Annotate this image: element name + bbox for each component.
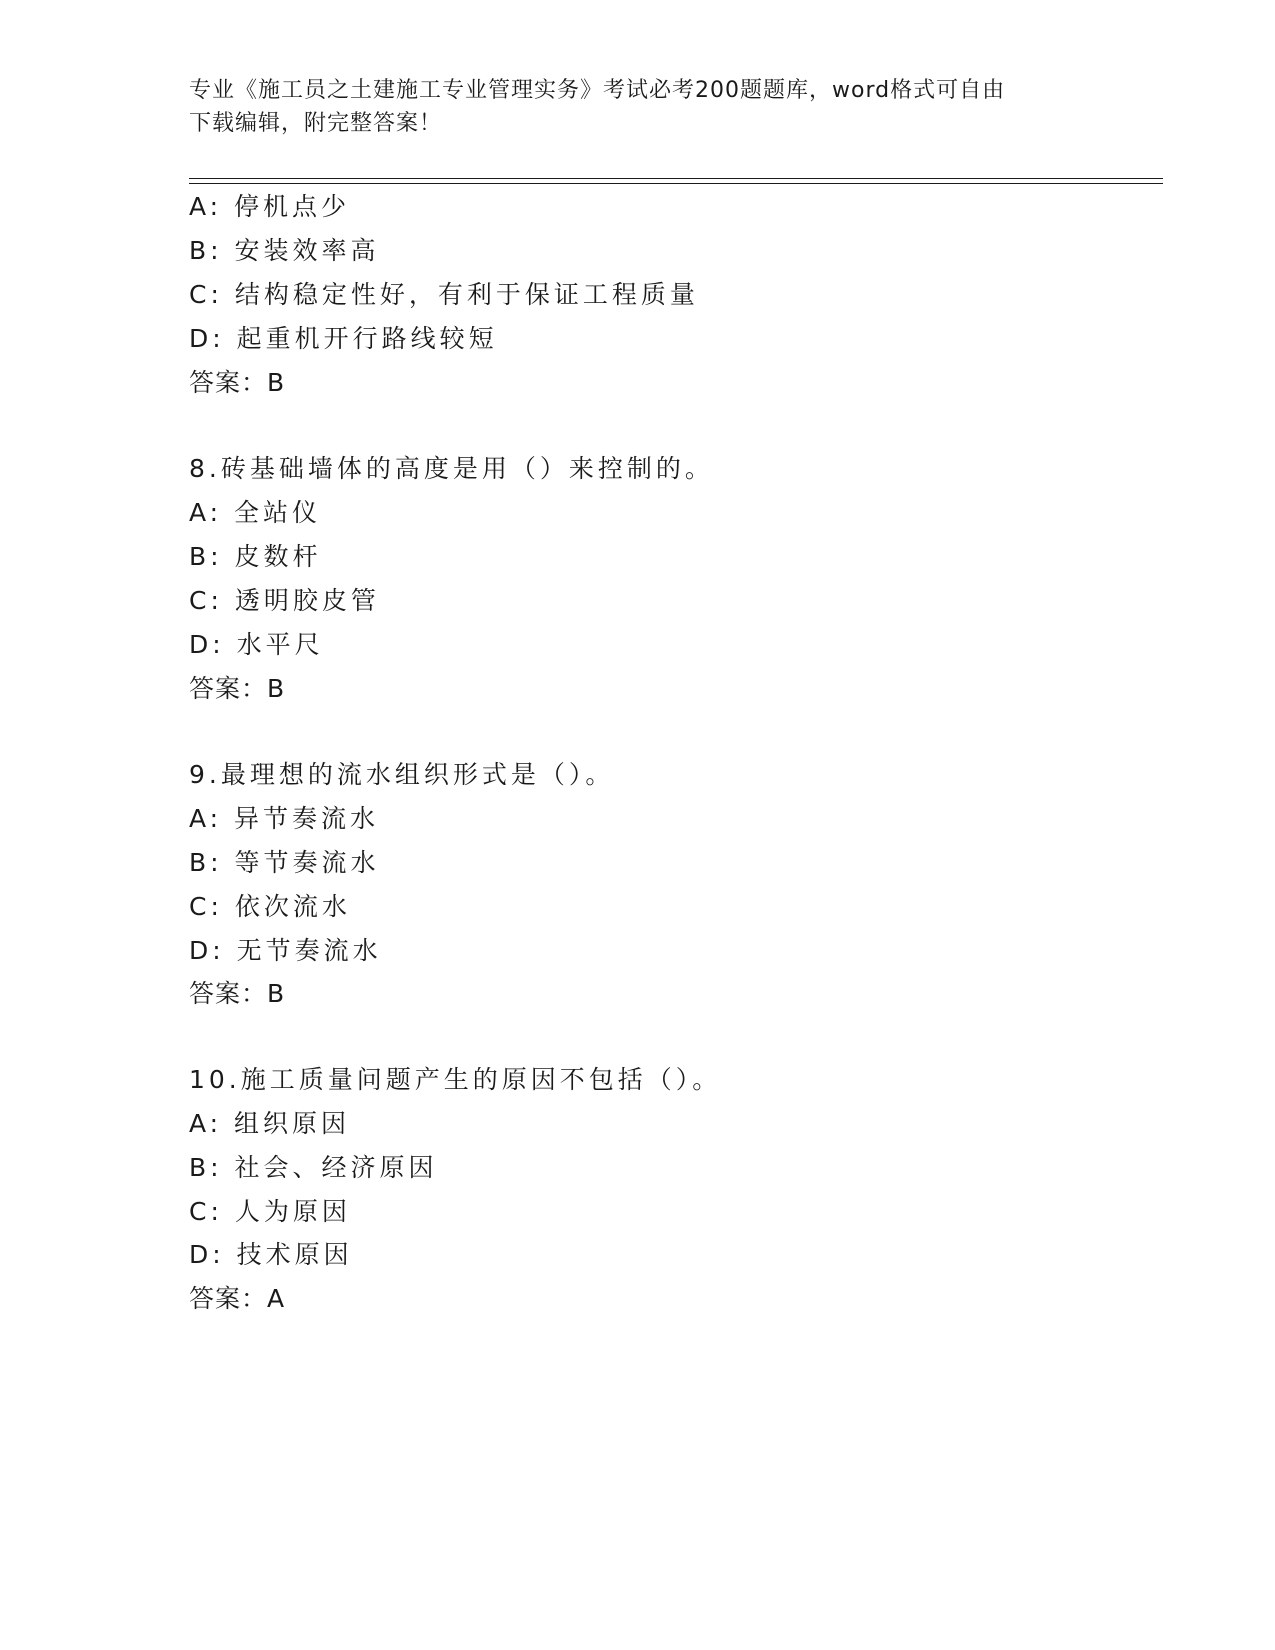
- q8-option-b: B: 皮数杆: [189, 542, 322, 571]
- q10-option-a: A: 组织原因: [189, 1109, 351, 1138]
- header-divider-top: [189, 178, 1163, 179]
- q10-option-c: C: 人为原因: [189, 1197, 351, 1226]
- header-divider-bottom: [189, 183, 1163, 184]
- q9-option-a: A: 异节奏流水: [189, 804, 380, 833]
- header-title-line-2: 下载编辑，附完整答案！: [189, 111, 443, 136]
- q10-option-b: B: 社会、经济原因: [189, 1153, 438, 1182]
- q10-option-d: D: 技术原因: [189, 1240, 353, 1269]
- document-header: [189, 74, 1089, 140]
- q10-question: 10.施工质量问题产生的原因不包括（）。: [189, 1065, 722, 1094]
- q9-option-d: D: 无节奏流水: [189, 936, 382, 965]
- q8-question: 8.砖基础墙体的高度是用（）来控制的。: [189, 454, 714, 483]
- q8-option-c: C: 透明胶皮管: [189, 586, 380, 615]
- q7-option-d: D: 起重机开行路线较短: [189, 324, 498, 353]
- q8-option-a: A: 全站仪: [189, 498, 322, 527]
- q9-option-c: C: 依次流水: [189, 892, 351, 921]
- q7-option-b: B: 安装效率高: [189, 236, 380, 265]
- q10-answer: 答案：A: [189, 1284, 286, 1313]
- q9-question: 9.最理想的流水组织形式是（）。: [189, 760, 615, 789]
- q7-option-c: C: 结构稳定性好，有利于保证工程质量: [189, 280, 699, 309]
- q8-option-d: D: 水平尺: [189, 630, 324, 659]
- q9-option-b: B: 等节奏流水: [189, 848, 380, 877]
- q7-option-a: A: 停机点少: [189, 192, 351, 221]
- header-title-line-1: 专业《施工员之土建施工专业管理实务》考试必考200题题库，word格式可自由: [189, 78, 1006, 103]
- q9-answer: 答案：B: [189, 979, 286, 1008]
- q8-answer: 答案：B: [189, 674, 286, 703]
- q7-answer: 答案：B: [189, 368, 286, 397]
